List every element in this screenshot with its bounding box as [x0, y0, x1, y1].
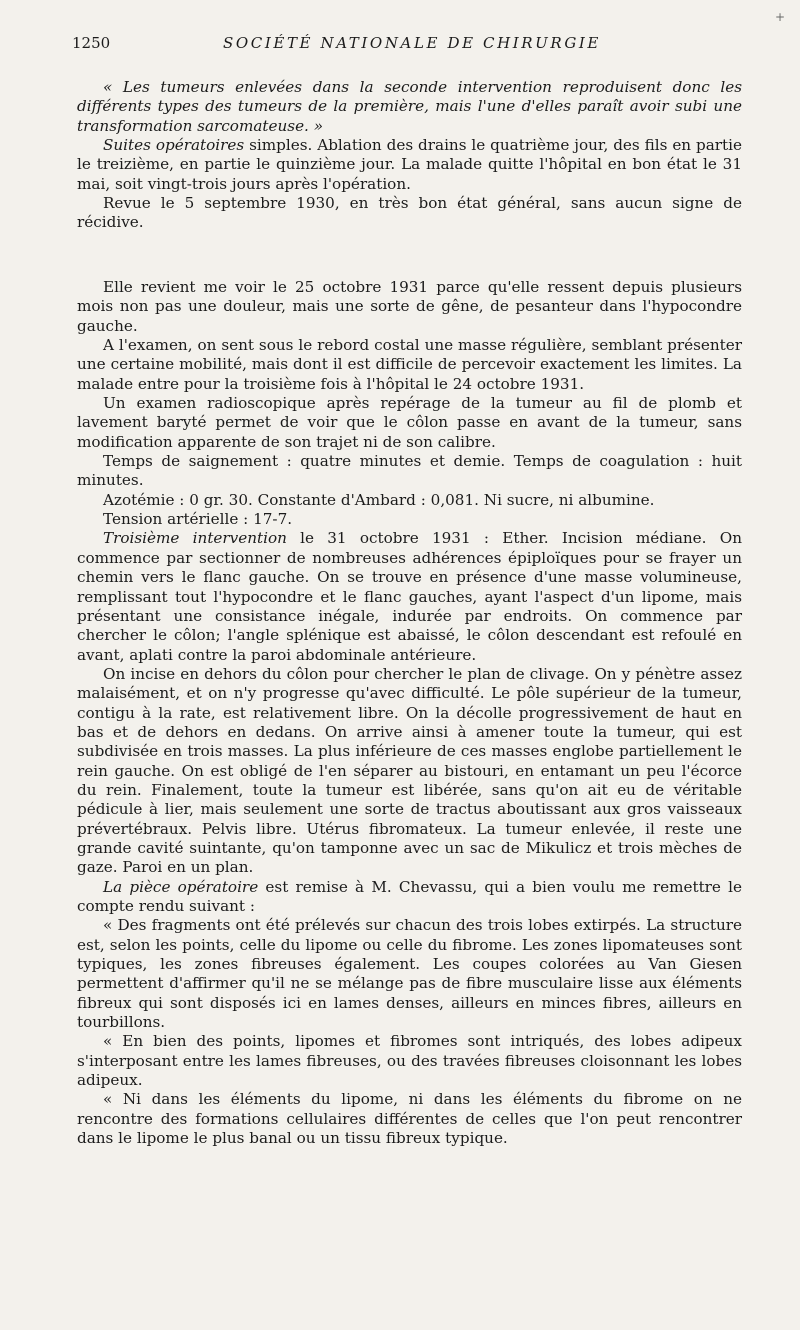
- paragraph-body: est remise à M. Chevassu, qui a bien voulu me remettre le compte rendu suivant :: [77, 877, 742, 915]
- quoted-report-paragraph: « En bien des points, lipomes et fibromes sont intriqués, des lobes adipeux s'interposant entre les lames fibreuses, ou des travées fibreuses cloisonnant les lobes adipeux.: [77, 1032, 742, 1090]
- page-header: [72, 34, 752, 56]
- paragraph-lead: Troisième intervention: [103, 529, 287, 548]
- paragraph: Un examen radioscopique après repérage de la tumeur au fil de plomb et lavement baryté permet de voir que le côlon passe en avant de la tumeur, sans modification apparente de son trajet ni de son calibre.: [77, 394, 742, 451]
- text-block-continuation: [77, 78, 742, 233]
- quoted-report-paragraph: « Des fragments ont été prélevés sur chacun des trois lobes extirpés. La structure est, selon les points, celle du lipome ou celle du fibrome. Les zones lipomateuses sont typiques, les zones fibreuses également. Les coupes colorées au Van Giesen permettent d'affirmer qu'il ne se mélange pas de fibre musculaire lisse aux éléments fibreux qui sont disposés ici en lames denses, ailleurs en minces fibres, ailleurs en tourbillons.: [77, 916, 742, 1032]
- paragraph-lead: La pièce opératoire: [103, 877, 259, 896]
- paragraph: A l'examen, on sent sous le rebord costal une masse régulière, semblant présenter une certaine mobilité, mais dont il est difficile de percevoir exactement les limites. La malade entre pour la troisième fois à l'hôpital le 24 octobre 1931.: [77, 336, 742, 393]
- paragraph-body: simples. Ablation des drains le quatrième jour, des fils en partie le treizième, en partie le quinzième jour. La malade quitte l'hôpital en bon état le 31 mai, soit vingt-trois jours après l'opération.: [77, 136, 742, 193]
- paragraph-lead: Suites opératoires: [103, 136, 245, 155]
- paragraph: Temps de saignement : quatre minutes et demie. Temps de coagulation : huit minutes.: [77, 452, 742, 490]
- page-number: 1250: [72, 34, 111, 52]
- paragraph: Elle revient me voir le 25 octobre 1931 parce qu'elle ressent depuis plusieurs mois non pas une douleur, mais une sorte de gêne, de pesanteur dans l'hypocondre gauche.: [77, 278, 742, 335]
- quoted-conclusion: « Les tumeurs enlevées dans la seconde intervention reproduisent donc les différents types des tumeurs de la première, mais l'une d'elles paraît avoir subi une transformation sarcomateuse. »: [77, 78, 742, 135]
- paragraph-body: le 31 octobre 1931 : Ether. Incision médiane. On commence par sectionner de nombreuses adhérences épiploïques pour se frayer un chemin vers le flanc gauche. On se trouve en présence d'une masse volumineuse, remplissant tout l'hypocondre et le flanc gauches, ayant l'aspect d'un lipome, mais présentant une consistance inégale, indurée par endroits. On commence par chercher le côlon; l'angle splénique est abaissé, le côlon descendant est refoulé en avant, aplati contre la paroi abdominale antérieure.: [77, 529, 742, 664]
- paragraph-suites-operatoires: [77, 136, 742, 194]
- paragraph: Azotémie : 0 gr. 30. Constante d'Ambard : 0,081. Ni sucre, ni albumine.: [103, 490, 655, 509]
- text-block-main: [77, 278, 742, 1148]
- paragraph-troisieme-intervention: [77, 529, 742, 664]
- margin-mark: +: [775, 10, 786, 24]
- paragraph: Revue le 5 septembre 1930, en très bon état général, sans aucun signe de récidive.: [77, 194, 742, 232]
- paragraph: On incise en dehors du côlon pour chercher le plan de clivage. On y pénètre assez malaisément, et on n'y progresse qu'avec difficulté. Le pôle supérieur de la tumeur, contigu à la rate, est relativement libre. On la décolle progressivement de haut en bas et de dehors en dedans. On arrive ainsi à amener toute la tumeur, qui est subdivisée en trois masses. La plus inférieure de ces masses englobe partiellement le rein gauche. On est obligé de l'en séparer au bistouri, en entamant un peu l'écorce du rein. Finalement, toute la tumeur est libérée, sans qu'on ait eu de véritable pédicule à lier, mais seulement une sorte de tractus aboutissant aux gros vaisseaux prévertébraux. Pelvis libre. Utérus fibromateux. La tumeur enlevée, il reste une grande cavité suintante, qu'on tamponne avec un sac de Mikulicz et trois mèches de gaze. Paroi en un plan.: [77, 664, 742, 877]
- running-title: SOCIÉTÉ NATIONALE DE CHIRURGIE: [223, 34, 601, 52]
- paragraph-piece-operatoire: [77, 878, 742, 917]
- quoted-report-paragraph: « Ni dans les éléments du lipome, ni dans les éléments du fibrome on ne rencontre des formations cellulaires différentes de celles que l'on peut rencontrer dans le lipome le plus banal ou un tissu fibreux typique.: [77, 1090, 742, 1148]
- paragraph: Tension artérielle : 17-7.: [103, 510, 293, 529]
